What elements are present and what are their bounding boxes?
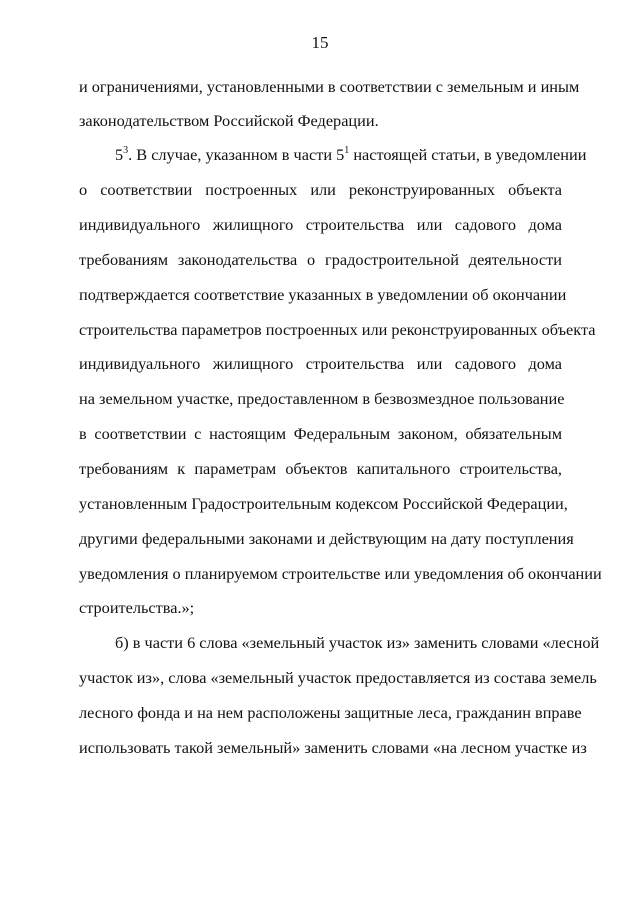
text-line: б) в части 6 слова «земельный участок из» заменить словами «лесной — [115, 633, 600, 652]
text-line: на земельном участке, предоставленном в безвозмездное пользование — [79, 389, 565, 408]
text-fragment: настоящей статьи, в уведомлении — [349, 145, 587, 164]
text-line: о соответствии построенных или реконструированных объекта — [79, 180, 562, 199]
text-line: лесного фонда и на нем расположены защитные леса, гражданин вправе — [79, 703, 582, 722]
text-line: законодательством Российской Федерации. — [79, 111, 379, 130]
paragraph-start-line — [115, 144, 587, 166]
text-fragment: . В случае, указанном в части 5 — [128, 145, 345, 164]
part-number-superscript: 1 — [344, 145, 350, 156]
text-line: другими федеральными законами и действующим на дату поступления — [79, 529, 574, 548]
text-line: установленным Градостроительным кодексом Российской Федерации, — [79, 494, 568, 513]
text-line: индивидуального жилищного строительства или садового дома — [79, 215, 562, 234]
page-number: 15 — [311, 33, 329, 52]
paragraph-number: 5 — [115, 145, 124, 164]
paragraph-number-superscript: 3 — [123, 145, 129, 156]
text-line: использовать такой земельный» заменить словами «на лесном участке из — [79, 738, 587, 757]
text-line: требованиям к параметрам объектов капитального строительства, — [79, 459, 562, 478]
text-line: подтверждается соответствие указанных в уведомлении об окончании — [79, 285, 567, 304]
text-line: участок из», слова «земельный участок предоставляется из состава земель — [79, 668, 597, 687]
text-line: уведомления о планируемом строительстве или уведомления об окончании — [79, 564, 602, 583]
text-line: и ограничениями, установленными в соответствии с земельным и иным — [79, 77, 580, 96]
text-line: требованиям законодательства о градостроительной деятельности — [79, 250, 562, 269]
text-line: в соответствии с настоящим Федеральным законом, обязательным — [79, 424, 562, 443]
text-line: индивидуального жилищного строительства или садового дома — [79, 354, 562, 373]
text-line: строительства.»; — [79, 598, 195, 617]
text-line: строительства параметров построенных или реконструированных объекта — [79, 320, 596, 339]
